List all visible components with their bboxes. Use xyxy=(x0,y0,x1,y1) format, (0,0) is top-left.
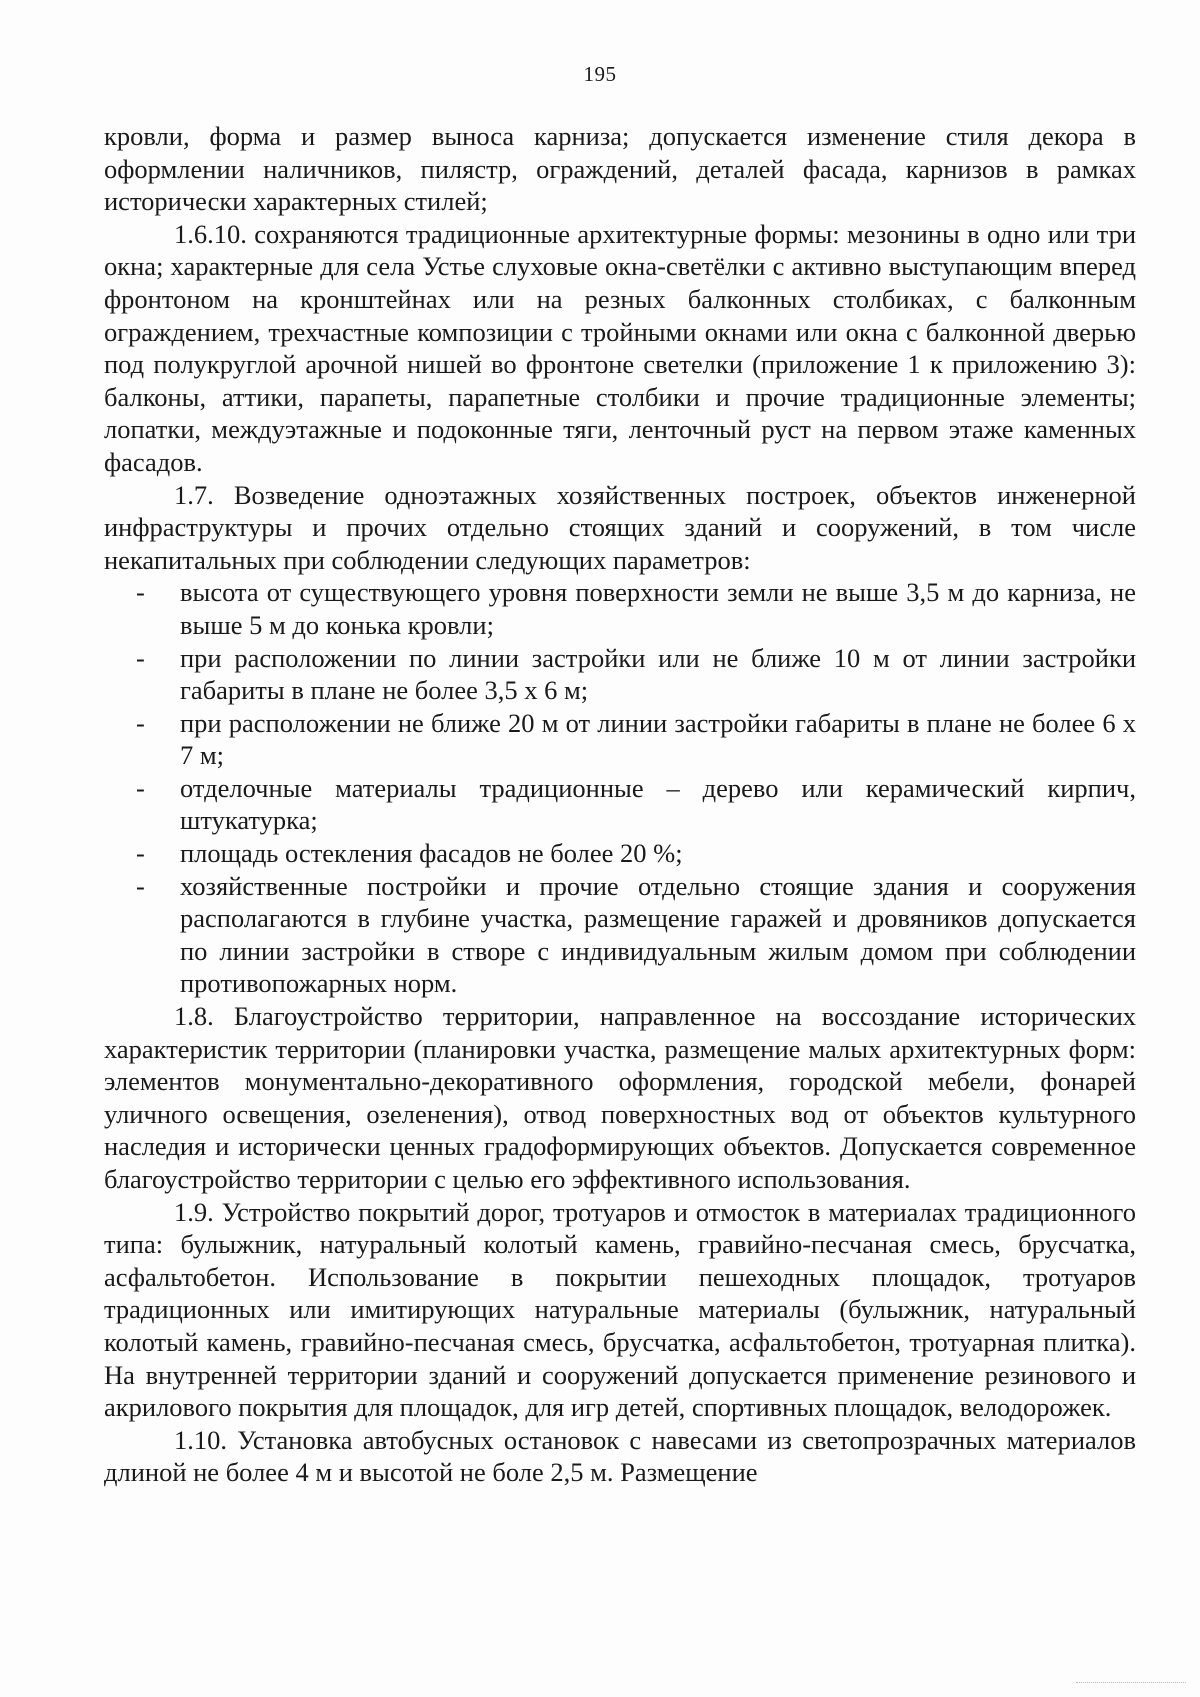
paragraph-1-6-10: 1.6.10. сохраняются традиционные архитектурные формы: мезонины в одно или три окна; характерные для села Устье слуховые окна-светёлки с активно выступающим вперед фронтоном на кронштейнах или на резных балконных столбиках, с балконным ограждением, трехчастные композиции с тройными окнами или окна с балконной дверью под полукруглой арочной нишей во фронтоне светелки (приложение 1 к приложению 3): балконы, аттики, парапеты, парапетные столбики и прочие традиционные элементы; лопатки, междуэтажные и подоконные тяги, ленточный руст на первом этаже каменных фасадов. xyxy=(104,218,1136,477)
paragraph-1-9: 1.9. Устройство покрытий дорог, тротуаров и отмосток в материалах традиционного типа: булыжник, натуральный колотый камень, гравийно-песчаная смесь, брусчатка, асфальтобетон. Использование в покрытии пешеходных площадок, тротуаров традиционных или имитирующих натуральные материалы (булыжник, натуральный колотый камень, гравийно-песчаная смесь, брусчатка, асфальтобетон, тротуарная плитка). На внутренней территории зданий и сооружений допускается применение резинового и акрилового покрытия для площадок, для игр детей, спортивных площадок, велодорожек. xyxy=(104,1196,1136,1423)
list-item-text: при расположении по линии застройки или не ближе 10 м от линии застройки габариты в плане не более 3,5 х 6 м; xyxy=(180,642,1136,706)
list-item xyxy=(104,870,1136,1000)
scan-artifact xyxy=(1076,1682,1186,1693)
list-item-text: хозяйственные постройки и прочие отдельно стоящие здания и сооружения располагаются в глубине участка, размещение гаражей и дровяников допускается по линии застройки в створе с индивидуальным жилым домом при соблюдении противопожарных норм. xyxy=(180,870,1136,999)
paragraph-continuation: кровли, форма и размер выноса карниза; допускается изменение стиля декора в оформлении наличников, пилястр, ограждений, деталей фасада, карнизов в рамках исторически характерных стилей; xyxy=(104,121,1136,217)
list-item-text: высота от существующего уровня поверхности земли не выше 3,5 м до карниза, не выше 5 м до конька кровли; xyxy=(180,577,1136,640)
bullet-dash: - xyxy=(136,642,145,673)
paragraph-1-10: 1.10. Установка автобусных остановок с навесами из светопрозрачных материалов длиной не более 4 м и высотой не боле 2,5 м. Размещение xyxy=(104,1424,1136,1488)
paragraph-1-8: 1.8. Благоустройство территории, направленное на воссоздание исторических характеристик территории (планировки участка, размещение малых архитектурных форм: элементов монументально-декоративного оформления, городской мебели, фонарей уличного освещения, озеленения), отвод поверхностных вод от объектов культурного наследия и исторически ценных градоформирующих объектов. Допускается современное благоустройство территории с целью его эффективного использования. xyxy=(104,1001,1136,1194)
list-item-text: отделочные материалы традиционные – дерево или керамический кирпич, штукатурка; xyxy=(180,772,1136,836)
bullet-dash: - xyxy=(136,707,145,738)
list-item-text: при расположении не ближе 20 м от линии застройки габариты в плане не более 6 х 7 м; xyxy=(180,707,1136,771)
list-item xyxy=(104,642,1136,707)
page-number: 195 xyxy=(583,62,617,86)
bullet-dash: - xyxy=(136,838,145,869)
parameters-list xyxy=(104,576,1136,1000)
bullet-dash: - xyxy=(136,772,145,803)
bullet-dash: - xyxy=(136,870,145,901)
bullet-dash: - xyxy=(136,577,145,608)
document-body xyxy=(104,120,1136,1489)
list-item xyxy=(104,576,1136,641)
list-item-text: площадь остекления фасадов не более 20 %; xyxy=(180,838,683,869)
list-item xyxy=(104,837,1136,870)
paragraph-1-7: 1.7. Возведение одноэтажных хозяйственных построек, объектов инженерной инфраструктуры и прочих отдельно стоящих зданий и сооружений, в том числе некапитальных при соблюдении следующих параметров: xyxy=(104,479,1136,575)
list-item xyxy=(104,772,1136,837)
list-item xyxy=(104,707,1136,772)
